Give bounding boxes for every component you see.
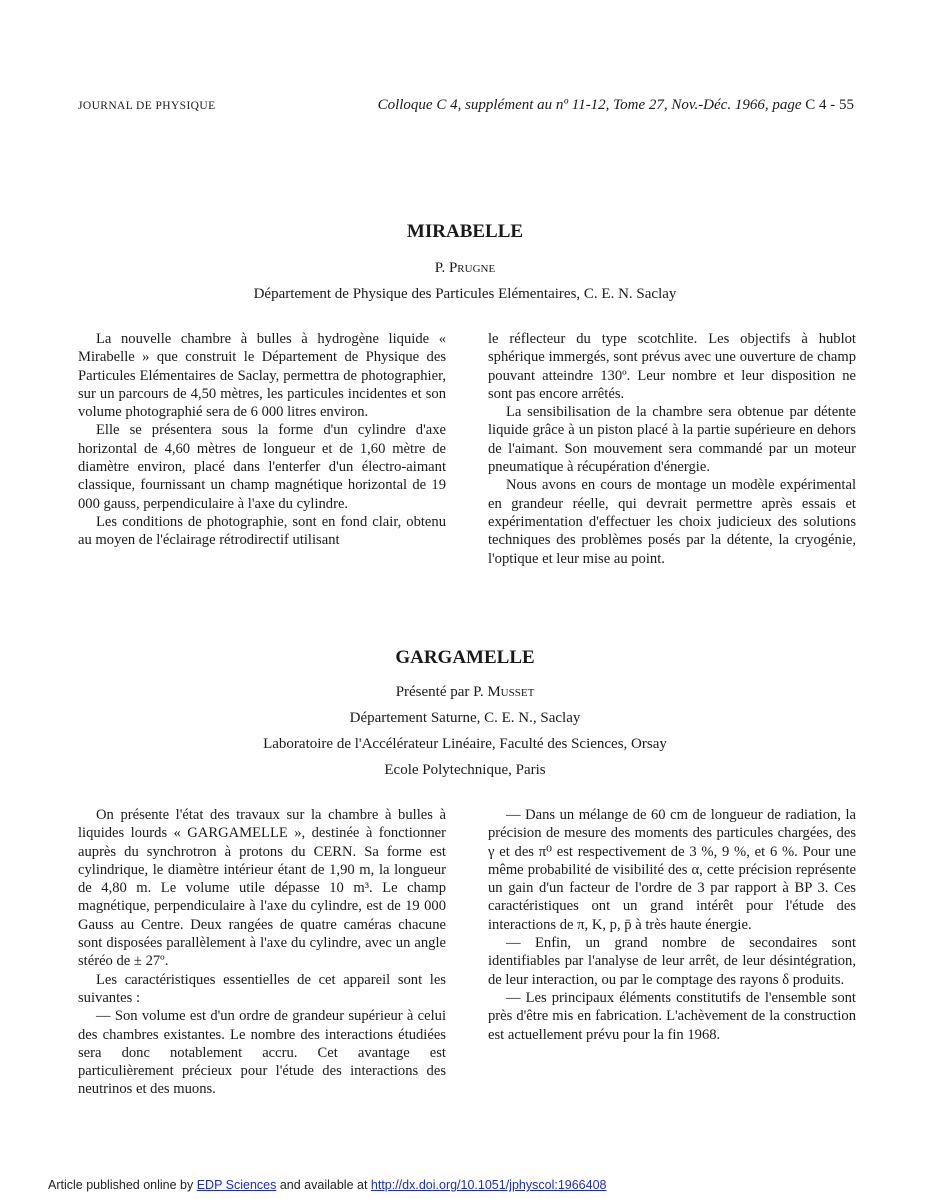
footer-prefix: Article published online by (48, 1178, 197, 1192)
gargamelle-column-left (78, 806, 446, 1099)
gargamelle-column-right (488, 806, 856, 1044)
author-name: Prugne (448, 260, 496, 276)
paragraph: — Dans un mélange de 60 cm de longueur de radiation, la précision de mesure des moments des particules chargées, des γ et des π⁰ est respectivement de 3 %, 9 %, et 6 %. Pour une même probabilité de visibilité des α, cette précision représente un gain d'un facteur de l'ordre de 3 par rapport à BP 3. Ces caractéristiques ont un grand intérêt pour l'étude des interactions de π, K, p, p̄ à très haute énergie. (488, 807, 856, 933)
doi-link[interactable]: http://dx.doi.org/10.1051/jphyscol:1966408 (370, 1178, 607, 1192)
journal-name: JOURNAL DE PHYSIQUE (78, 100, 216, 112)
author-initial: P. (434, 260, 449, 276)
citation-text: Colloque C 4, supplément au nº 11-12, Tome 27, Nov.-Déc. 1966, page (377, 97, 802, 113)
page-number: C 4 - 55 (805, 97, 854, 113)
paragraph: — Les principaux éléments constitutifs de l'ensemble sont près d'être mis en fabrication. L'achèvement de la construction est actuellement prévu pour la fin 1968. (488, 989, 856, 1043)
presenter-name: Musset (487, 684, 535, 700)
gargamelle-affiliation: Laboratoire de l'Accélérateur Linéaire, Faculté des Sciences, Orsay (263, 736, 667, 752)
mirabelle-author (0, 260, 930, 277)
paragraph: Elle se présentera sous la forme d'un cylindre d'axe horizontal de 4,60 mètres de longueur et de 1,60 mètre de diamètre environ, placé dans l'enterfer d'un électro-aimant classique, fournissant un champ magnétique horizontal de 19 000 gauss, perpendiculaire à l'axe du cylindre. (78, 422, 446, 512)
paragraph: — Son volume est d'un ordre de grandeur supérieur à celui des chambres existantes. Le nombre des interactions étudiées sera donc notablement accru. Cet avantage est particulièrement précieux pour l'étude des interactions des neutrinos et des muons. (78, 1008, 446, 1098)
mirabelle-title: MIRABELLE (406, 221, 524, 242)
publisher-link[interactable]: EDP Sciences (196, 1178, 277, 1192)
publication-footer (48, 1178, 606, 1192)
gargamelle-presenter (0, 684, 930, 701)
journal-citation (378, 97, 854, 114)
paragraph: La sensibilisation de la chambre sera obtenue par détente liquide grâce à un piston placé à la partie supérieure en dehors de l'aimant. Son mouvement sera commandé par un moteur pneumatique à récupération d'énergie. (488, 404, 856, 476)
paragraph: On présente l'état des travaux sur la chambre à bulles à liquides lourds « GARGAMELLE », destinée à fonctionner auprès du synchrotron à protons du CERN. Sa forme est cylindrique, le diamètre intérieur étant de 1,90 m, la longueur de 4,80 m. Le volume utile dépasse 10 m³. Le champ magnétique, perpendiculaire à l'axe du cylindre, est de 19 000 Gauss au Centre. Deux rangées de quatre caméras chacune sont disposées parallèlement à l'axe du cylindre, avec un angle stéréo de ± 27º. (78, 807, 446, 970)
paragraph-continuation: le réflecteur du type scotchlite. Les objectifs à hublot sphérique immergés, sont prévus avec une ouverture de champ pouvant atteindre 130º. Leur nombre et leur disposition ne sont pas encore arrêtés. (488, 331, 856, 402)
paragraph: — Enfin, un grand nombre de secondaires sont identifiables par l'analyse de leur arrêt, de leur désintégration, de leur interaction, ou par le comptage des rayons δ produits. (488, 935, 856, 988)
footer-middle: and available at (276, 1178, 371, 1192)
paragraph: Nous avons en cours de montage un modèle expérimental en grandeur réelle, qui devrait permettre après essais et expérimentation d'effectuer les choix judicieux des solutions techniques des problèmes posés par la détente, la cryogénie, l'optique et leur mise au point. (488, 477, 856, 567)
gargamelle-title: GARGAMELLE (395, 647, 535, 668)
paragraph: Les conditions de photographie, sont en fond clair, obtenu au moyen de l'éclairage rétrodirectif utilisant (78, 513, 446, 549)
gargamelle-affiliation: Département Saturne, C. E. N., Saclay (349, 710, 581, 726)
mirabelle-column-right (488, 330, 856, 568)
paragraph: Les caractéristiques essentielles de cet appareil sont les suivantes : (78, 971, 446, 1006)
mirabelle-affiliation: Département de Physique des Particules Elémentaires, C. E. N. Saclay (253, 286, 677, 302)
mirabelle-column-left (78, 330, 446, 550)
paragraph: La nouvelle chambre à bulles à hydrogène liquide « Mirabelle » que construit le Département de Physique des Particules Elémentaires de Saclay, permettra de photographier, sur un parcours de 4,50 mètres, les particules incidentes et son volume photographié sera de 6 000 litres environ. (78, 331, 446, 421)
gargamelle-affiliation: Ecole Polytechnique, Paris (384, 762, 546, 778)
presented-by: Présenté par P. (395, 684, 488, 700)
